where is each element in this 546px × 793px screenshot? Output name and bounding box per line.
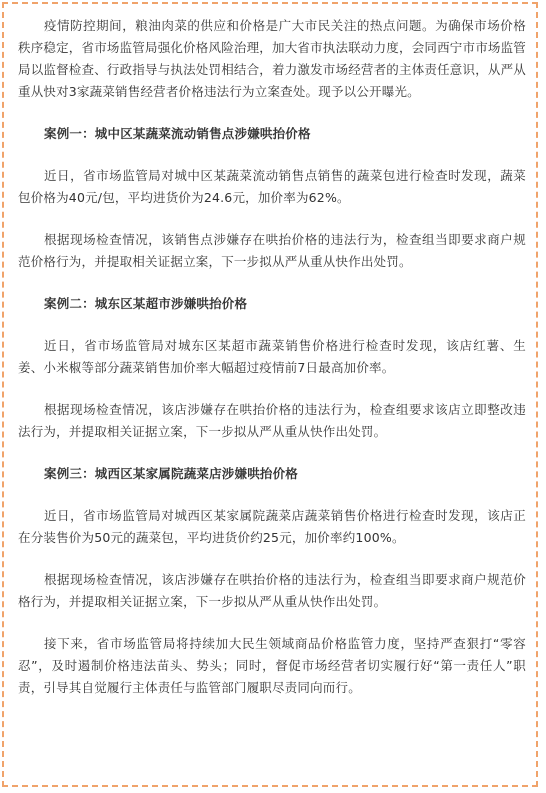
case3-finding-paragraph: 近日，省市场监管局对城西区某家属院蔬菜店蔬菜销售价格进行检查时发现，该店正在分装售价为50元的蔬菜包，平均进货价约25元，加价率约100%。 bbox=[18, 508, 526, 545]
case1-finding-paragraph: 近日，省市场监管局对城中区某蔬菜流动销售点销售的蔬菜包进行检查时发现，蔬菜包价格为40元/包，平均进货价为24.6元，加价率为62%。 bbox=[18, 168, 526, 205]
case3-action-paragraph: 根据现场检查情况，该店涉嫌存在哄抬价格的违法行为，检查组当即要求商户规范价格行为，并提取相关证据立案，下一步拟从严从重从快作出处罚。 bbox=[18, 572, 526, 609]
case1-heading: 案例一：城中区某蔬菜流动销售点涉嫌哄抬价格 bbox=[44, 126, 311, 141]
case2-finding-paragraph: 近日，省市场监管局对城东区某超市蔬菜销售价格进行检查时发现，该店红薯、生姜、小米椒等部分蔬菜销售加价率大幅超过疫情前7日最高加价率。 bbox=[18, 338, 526, 375]
case3-heading: 案例三：城西区某家属院蔬菜店涉嫌哄抬价格 bbox=[44, 466, 299, 481]
intro-paragraph: 疫情防控期间，粮油肉菜的供应和价格是广大市民关注的热点问题。为确保市场价格秩序稳定，省市场监管局强化价格风险治理，加大省市执法联动力度，会同西宁市市场监管局以监督检查、行政指导与执法处罚相结合，着力激发市场经营者的主体责任意识，从严从重从快对3家蔬菜销售经营者价格违法行为立案查处。现予以公开曝光。 bbox=[18, 18, 527, 99]
case2-action-paragraph: 根据现场检查情况，该店涉嫌存在哄抬价格的违法行为，检查组要求该店立即整改违法行为，并提取相关证据立案，下一步拟从严从重从快作出处罚。 bbox=[18, 402, 526, 439]
case2-heading: 案例二：城东区某超市涉嫌哄抬价格 bbox=[44, 296, 248, 311]
closing-paragraph: 接下来，省市场监管局将持续加大民生领域商品价格监管力度，坚持严查狠打“零容忍”，及时遏制价格违法苗头、势头；同时，督促市场经营者切实履行好“第一责任人”职责，引导其自觉履行主体责任与监管部门履职尽责同向而行。 bbox=[18, 636, 526, 695]
case1-action-paragraph: 根据现场检查情况，该销售点涉嫌存在哄抬价格的违法行为，检查组当即要求商户规范价格行为，并提取相关证据立案，下一步拟从严从重从快作出处罚。 bbox=[18, 232, 526, 269]
article-body bbox=[18, 15, 526, 699]
